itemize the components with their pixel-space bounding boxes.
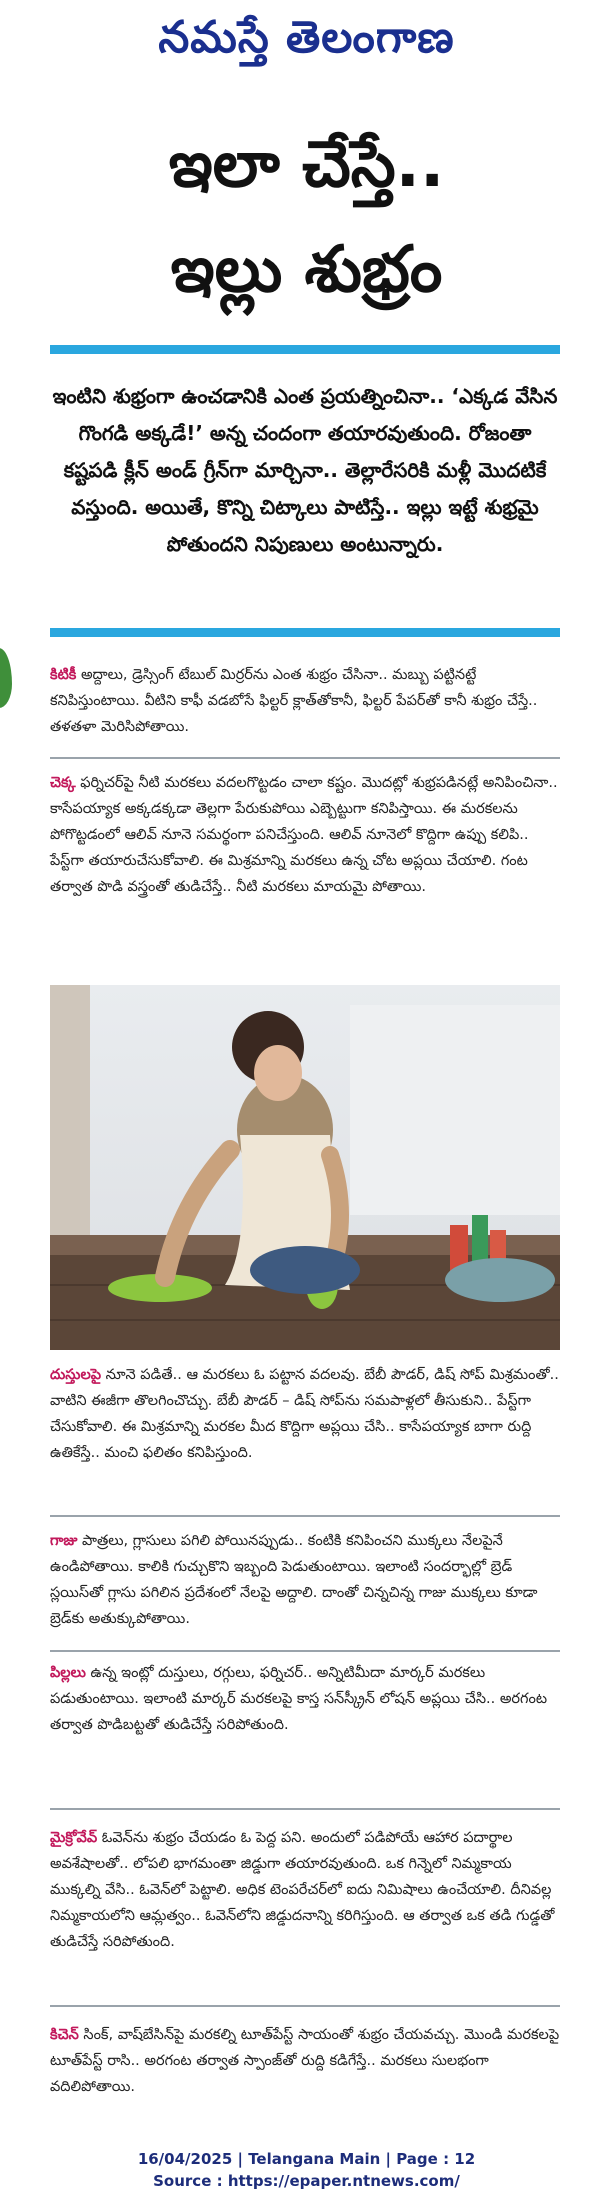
tip-text: నూనె పడితే.. ఆ మరకలు ఓ పట్టాన వదలవు. బేబీ పౌడర్, డిష్ సోప్ మిశ్రమంతో.. వాటిని ఈజీగా తొలగించొచ్చు. బేబీ పౌడర్ – డిష్ సోప్‌ను సమపాళ్లలో తీసుకుని.. పేస్ట్‌గా చేసుకోవాలి. ఈ మిశ్రమాన్ని మరకల మీద కొద్దిగా అప్లయి చేసి.. కాసేపయ్యాక బాగా రుద్ది ఉతికేస్తే.. మంచి ఫలితం కనిపిస్తుంది.	[50, 1367, 559, 1461]
tip-text: ఓవెన్‌ను శుభ్రం చేయడం ఓ పెద్ద పని. అందులో పడిపోయే ఆహార పదార్థాల అవశేషాలతో.. లోపలి భాగమంతా జిడ్డుగా తయారవుతుంది. ఒక గిన్నెలో నిమ్మకాయ ముక్కల్ని వేసి.. ఓవెన్‌లో పెట్టాలి. అధిక టెంపరేచర్‌లో ఐదు నిమిషాలు ఉంచేయాలి. దీనివల్ల నిమ్మకాయలోని ఆమ్లత్వం.. ఓవెన్‌లోని జిడ్డుదనాన్ని కరిగిస్తుంది. ఆ తర్వాత ఒక తడి గుడ్డతో తుడిచేస్తే సరిపోతుంది.	[50, 1830, 555, 1950]
footer-date-edition: 16/04/2025 | Telangana Main | Page : 12	[137, 2150, 476, 2168]
divider	[50, 1808, 560, 1810]
tip-keyword: మైక్రోవేవ్	[50, 1830, 98, 1846]
masthead-logo: నమస్తే తెలంగాణ	[158, 12, 455, 63]
tip-keyword: పిల్లలు	[50, 1665, 86, 1681]
tip-kids-marker	[50, 1660, 560, 1738]
tip-text: ఫర్నిచర్‌పై నీటి మరకలు వదలగొట్టడం చాలా కష్టం. మొదట్లో శుభ్రపడినట్లే అనిపించినా.. కాసేపయ్యాక అక్కడక్కడా తెల్లగా పేరుకుపోయి ఎబ్బెట్టుగా కనిపిస్తాయి. ఈ మరకలను పోగొట్టడంలో ఆలివ్ నూనె సమర్థంగా పనిచేస్తుంది. ఆలివ్ నూనెలో కొద్దిగా ఉప్పు కలిపి.. పేస్ట్‌గా తయారుచేసుకోవాలి. ఈ మిశ్రమాన్ని మరకలు ఉన్న చోట అప్లయి చేయాలి. గంట తర్వాత పొడి వస్త్రంతో తుడిచేస్తే.. నీటి మరకలు మాయమై పోతాయి.	[50, 775, 558, 895]
intro-blue-rule	[50, 628, 560, 637]
leaf-decoration	[0, 648, 12, 708]
top-blue-rule	[50, 345, 560, 354]
article-intro: ఇంటిని శుభ్రంగా ఉంచడానికి ఎంత ప్రయత్నించినా.. ‘ఎక్కడ వేసిన గొంగడి అక్కడే!’ అన్న చందంగా తయారవుతుంది. రోజంతా కష్టపడి క్లీన్ అండ్ గ్రీన్‌గా మార్చినా.. తెల్లారేసరికి మళ్లీ మొదటికే వస్తుంది. అయితే, కొన్ని చిట్కాలు పాటిస్తే.. ఇల్లు ఇట్టే శుభ్రమై పోతుందని నిపుణులు అంటున్నారు.	[52, 384, 558, 556]
tip-text: సింక్, వాష్‌బేసిన్‌పై మరకల్ని టూత్‌పేస్ట్ సాయంతో శుభ్రం చేయవచ్చు. మొండి మరకలపై టూత్‌పేస్ట్ రాసి.. అరగంట తర్వాత స్పాంజ్‌తో రుద్ది కడిగేస్తే.. మరకలు సులభంగా వదిలిపోతాయి.	[50, 2027, 560, 2095]
footer-source: Source : https://epaper.ntnews.com/	[153, 2172, 460, 2190]
tip-windows	[50, 662, 560, 740]
tip-clothes-oil	[50, 1362, 560, 1466]
tip-kitchen-sink	[50, 2022, 560, 2100]
divider	[50, 757, 560, 759]
tip-microwave	[50, 1825, 560, 1955]
tip-text: అద్దాలు, డ్రెస్సింగ్ టేబుల్ మిర్రర్‌ను ఎంత శుభ్రం చేసినా.. మబ్బు పట్టినట్టే కనిపిస్తుంటాయి. వీటిని కాఫీ వడబోసే ఫిల్టర్ క్లాత్‌తోకానీ, ఫిల్టర్ పేపర్‌తో కానీ శుభ్రం చేస్తే.. తళతళా మెరిసిపోతాయి.	[50, 667, 538, 735]
headline-line-2: ఇల్లు శుభ్రం	[170, 233, 443, 307]
tip-keyword: కిటికీ	[50, 667, 77, 683]
tip-keyword: కిచెన్	[50, 2027, 79, 2043]
tip-glass	[50, 1528, 560, 1632]
divider	[50, 2005, 560, 2007]
tip-keyword: దుస్తులపై	[50, 1367, 102, 1383]
cleaning-photo-illustration	[50, 985, 560, 1350]
tip-keyword: చెక్క	[50, 775, 76, 791]
tip-keyword: గాజు	[50, 1533, 78, 1549]
tip-text: పాత్రలు, గ్లాసులు పగిలి పోయినప్పుడు.. కంటికి కనిపించని ముక్కలు నేలపైనే ఉండిపోతాయి. కాలికి గుచ్చుకొని ఇబ్బంది పెడుతుంటాయి. ఇలాంటి సందర్భాల్లో బ్రెడ్ స్లయిస్‌తో గ్లాసు పగిలిన ప్రదేశంలో నేలపై అద్దాలి. దాంతో చిన్నచిన్న గాజు ముక్కలు కూడా బ్రెడ్‌కు అతుక్కుపోతాయి.	[50, 1533, 538, 1627]
tip-text: ఉన్న ఇంట్లో దుస్తులు, రగ్గులు, ఫర్నిచర్.. అన్నిటిమీదా మార్కర్ మరకలు పడుతుంటాయి. ఇలాంటి మార్కర్ మరకలపై కాస్త సన్‌స్క్రీన్ లోషన్ అప్లయి చేసి.. అరగంట తర్వాత పొడిబట్టతో తుడిచేస్తే సరిపోతుంది.	[50, 1665, 548, 1733]
tip-wood-furniture	[50, 770, 560, 900]
divider	[50, 1515, 560, 1517]
divider	[50, 1650, 560, 1652]
headline-line-1: ఇలా చేస్తే..	[168, 128, 445, 202]
article-headline	[30, 115, 583, 325]
article-photo	[50, 985, 560, 1350]
